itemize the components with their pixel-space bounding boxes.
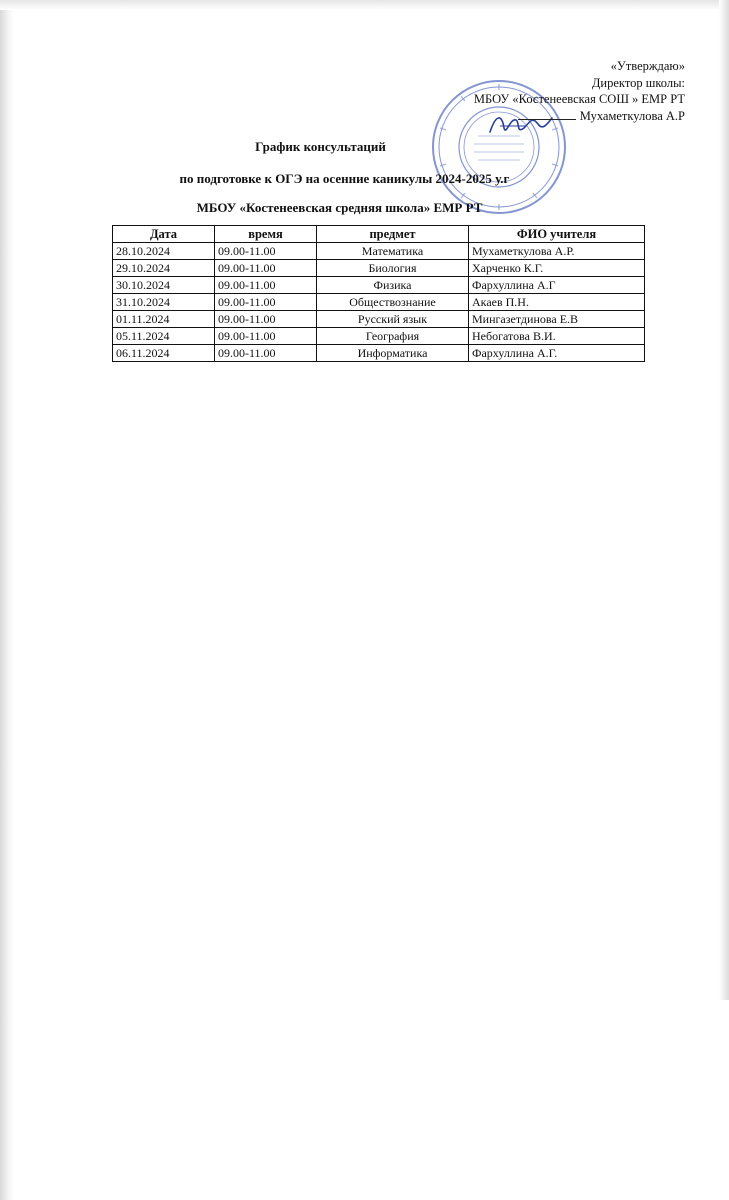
cell-subject: География — [317, 328, 469, 345]
director-signature-line — [474, 108, 685, 125]
cell-time: 09.00-11.00 — [215, 345, 317, 362]
cell-subject: Русский язык — [317, 311, 469, 328]
director-name: Мухаметкулова А.Р — [579, 108, 685, 123]
table-row — [113, 260, 645, 277]
table-row — [113, 311, 645, 328]
table-row — [113, 277, 645, 294]
cell-date: 01.11.2024 — [113, 311, 215, 328]
cell-teacher: Фархуллина А.Г — [469, 277, 645, 294]
approval-block — [474, 58, 685, 124]
cell-time: 09.00-11.00 — [215, 311, 317, 328]
cell-subject: Информатика — [317, 345, 469, 362]
column-header-subject: предмет — [317, 226, 469, 243]
table-row — [113, 328, 645, 345]
cell-subject: Математика — [317, 243, 469, 260]
cell-teacher: Акаев П.Н. — [469, 294, 645, 311]
cell-date: 28.10.2024 — [113, 243, 215, 260]
document-subtitle: по подготовке к ОГЭ на осенние каникулы 2024-2025 у.г — [179, 171, 510, 186]
approval-word: «Утверждаю» — [610, 59, 685, 73]
cell-teacher: Мингазетдинова Е.В — [469, 311, 645, 328]
scan-shadow-right — [719, 0, 729, 1000]
cell-date: 30.10.2024 — [113, 277, 215, 294]
cell-teacher: Небогатова В.И. — [469, 328, 645, 345]
consultation-schedule-table — [112, 225, 645, 362]
cell-time: 09.00-11.00 — [215, 328, 317, 345]
cell-date: 31.10.2024 — [113, 294, 215, 311]
column-header-date: Дата — [113, 226, 215, 243]
table-row — [113, 294, 645, 311]
cell-date: 05.11.2024 — [113, 328, 215, 345]
signature-underline — [518, 119, 576, 120]
cell-time: 09.00-11.00 — [215, 277, 317, 294]
cell-time: 09.00-11.00 — [215, 294, 317, 311]
cell-date: 29.10.2024 — [113, 260, 215, 277]
column-header-teacher: ФИО учителя — [469, 226, 645, 243]
column-header-time: время — [215, 226, 317, 243]
table-header-row — [113, 226, 645, 243]
cell-teacher: Фархуллина А.Г. — [469, 345, 645, 362]
cell-time: 09.00-11.00 — [215, 260, 317, 277]
cell-teacher: Харченко К.Г. — [469, 260, 645, 277]
table-row — [113, 243, 645, 260]
document-title: График консультаций — [255, 139, 386, 154]
cell-subject: Обществознание — [317, 294, 469, 311]
scan-shadow-top — [0, 0, 729, 10]
cell-teacher: Мухаметкулова А.Р. — [469, 243, 645, 260]
table-row — [113, 345, 645, 362]
cell-time: 09.00-11.00 — [215, 243, 317, 260]
cell-date: 06.11.2024 — [113, 345, 215, 362]
school-name: МБОУ «Костенеевская средняя школа» ЕМР РТ — [196, 200, 483, 215]
cell-subject: Биология — [317, 260, 469, 277]
director-position: Директор школы: — [591, 75, 685, 90]
school-short-name: МБОУ «Костенеевская СОШ » ЕМР РТ — [473, 92, 685, 106]
cell-subject: Физика — [317, 277, 469, 294]
